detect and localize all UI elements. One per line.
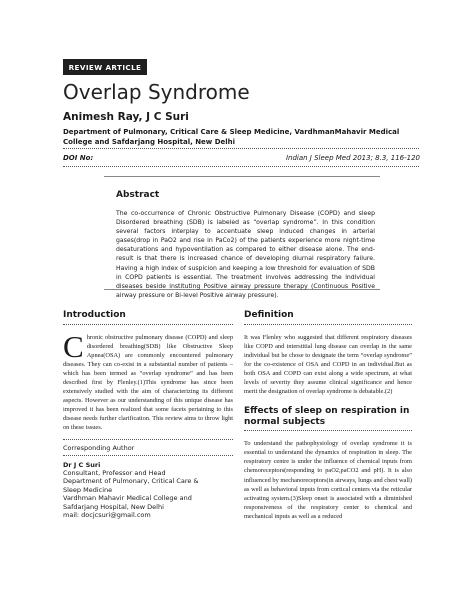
definition-text: It was Flenley who suggested that different respiratory diseases like COPD and interstitial lung disease can overlap in the same individual but he chose to designate the term “overlap syndrome” for the co-existence of OSA and COPD in an individual.But as both OSA and COPD can exist along a wide spectrum, at what levels of severity they assume clinical significance and hence merit the designation of overlap syndrome is debatable.(2) — [244, 334, 412, 396]
introduction-body: hronic obstructive pulmonary disease (COPD) and sleep disordered breathing(SDB) like Obstructive Sleep Apnea(OSA) are commonly encountered pulmonary diseases. They can co-exist in a substantial number of patients – which has been termed as “overlap syndrome” and has been described first by Flenley.(1)This syndrome has since been extensively studied with the aim of characterizing its different aspects. However as our understanding of this unique disease has improved it has been realized that some facets pertaining to this disease needs further clarification. This review aims to throw light on these issues. — [63, 334, 233, 432]
article-title: Overlap Syndrome — [63, 80, 250, 104]
correspondence-line: Vardhman Mahavir Medical College and — [63, 494, 192, 503]
correspondence-line: Sleep Medicine — [63, 485, 113, 494]
definition-heading: Definition — [244, 310, 294, 320]
author-affiliation: Department of Pulmonary, Critical Care & Sleep Medicine, VardhmanMahavir Medical College and Safdarjang Hospital, New Delhi — [63, 128, 400, 146]
header-divider — [63, 148, 419, 149]
right-column — [244, 310, 412, 521]
author-list: Animesh Ray, J C Suri — [63, 111, 189, 123]
header-divider-bottom — [63, 166, 419, 167]
effects-text: To understand the pathophysiology of overlap syndrome it is essential to understand the dynamics of respiration in sleep. The respiratory centre is under the influence of chemical inputs from chemoreceptors(responding to paO2,paCO2 and pH). It is also influenced by mechanoreceptors(in airways, lungs and chest wall) as well as behavioral inputs from cortical centers via the reticular activating system.(3)Sleep onset is associated with a diminished responsiveness of the respiratory center to chemical and mechanical inputs as well as a reduced — [244, 440, 412, 520]
abstract-heading: Abstract — [116, 190, 160, 200]
introduction-text — [63, 329, 233, 433]
correspondence-divider-2 — [63, 455, 233, 456]
correspondence-divider — [63, 439, 233, 440]
abstract-text: The co-occurrence of Chronic Obstructive Pulmonary Disease (COPD) and sleep Disordered breathing (SDB) is labeled as “overlap syndrome”. In this condition several factors interplay to accentuate sleep induced changes in arterial gases(drop in PaO2 and rise in PaCo2) of the patients experience more night-time desaturations and hypoventilation as compared to either disease alone. The end-result is that there is increased chance of developing diurnal respiratory failure. Having a high index of suspicion and keeping a low threshold for evaluation of SDB in COPD patients is essential. The treatment involves addressing the individual diseases beside instituting Positive airway pressure therapy (Continuous Positive airway pressure or Bi-level Positive airway pressure). — [116, 210, 375, 299]
introduction-heading: Introduction — [63, 310, 126, 320]
drop-cap: C — [63, 329, 84, 364]
section-divider — [244, 430, 412, 431]
correspondence-email: mail: docjcsuri@gmail.com — [63, 511, 151, 520]
doi-label: DOI No: — [63, 154, 94, 162]
left-column — [63, 310, 233, 520]
journal-citation: Indian J Sleep Med 2013; 8.3, 116-120 — [285, 154, 420, 162]
section-divider — [244, 324, 412, 325]
correspondence-line: Department of Pulmonary, Critical Care & — [63, 477, 199, 486]
correspondence-heading: Corresponding Author — [63, 443, 135, 452]
article-type-badge: REVIEW ARTICLE — [63, 59, 147, 75]
correspondence-name: Dr J C Suri — [63, 460, 101, 469]
correspondence-line: Safdarjang Hospital, New Delhi — [63, 502, 164, 511]
effects-heading: Effects of sleep on respiration in normal subjects — [244, 406, 410, 428]
section-divider — [63, 324, 233, 325]
correspondence-line: Consultant, Professor and Head — [63, 468, 166, 477]
